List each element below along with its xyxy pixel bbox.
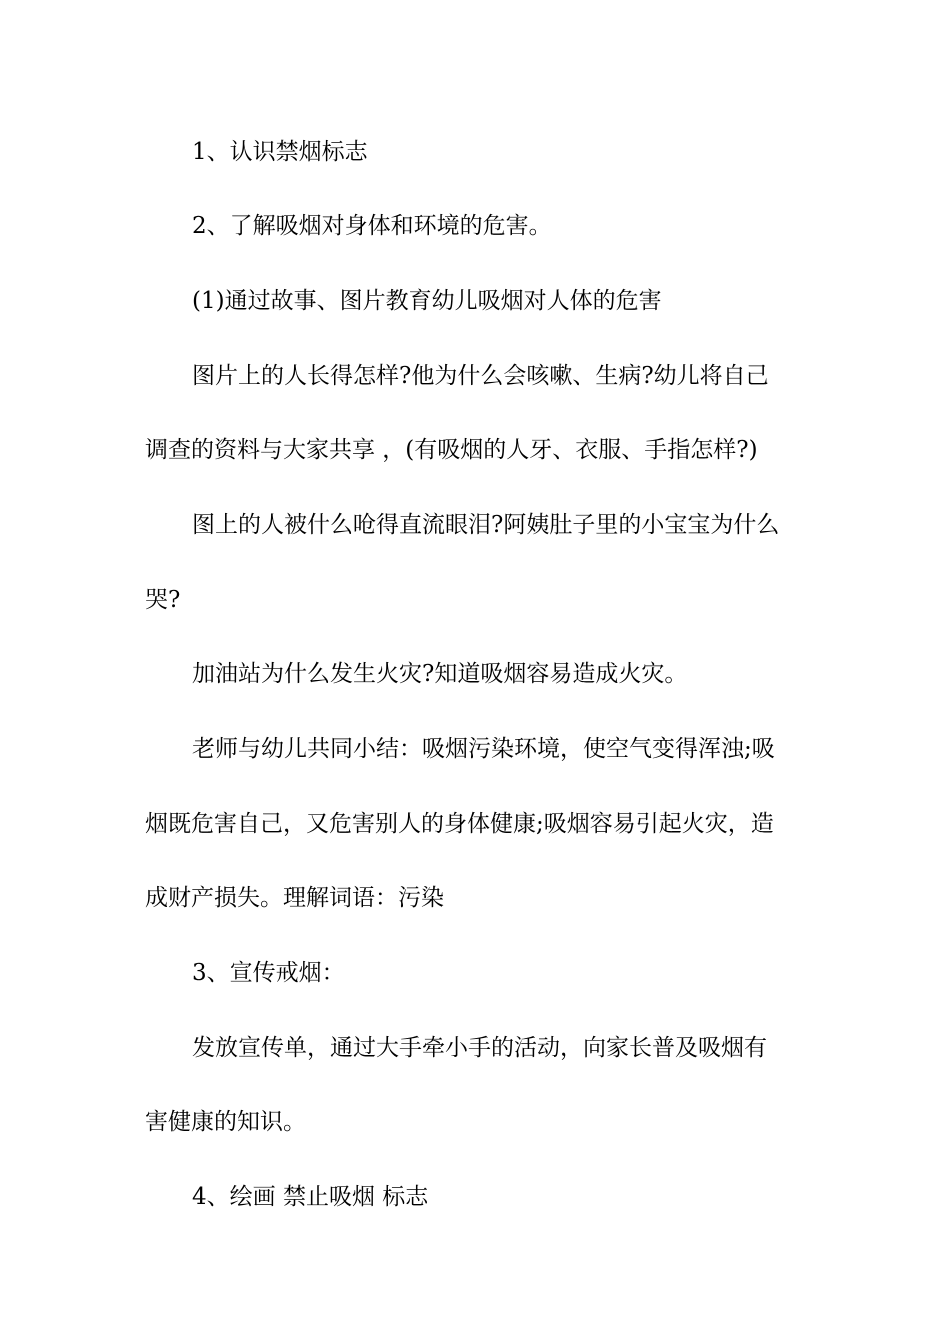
- item-4-heading: 4、绘画 禁止吸烟 标志: [192, 1184, 429, 1210]
- paragraph-line: 老师与幼儿共同小结：吸烟污染环境，使空气变得浑浊;吸: [192, 736, 775, 762]
- paragraph-line: 哭?: [145, 587, 181, 613]
- paragraph-line: 成财产损失。理解词语：污染: [145, 885, 444, 911]
- paragraph-line: 加油站为什么发生火灾?知道吸烟容易造成火灾。: [192, 661, 688, 687]
- item-3-heading: 3、宣传戒烟：: [192, 960, 345, 986]
- item-1-heading: 1、认识禁烟标志: [192, 139, 368, 165]
- paragraph-line: 发放宣传单，通过大手牵小手的活动，向家长普及吸烟有: [192, 1035, 767, 1061]
- item-2-heading: 2、了解吸烟对身体和环境的危害。: [192, 213, 552, 239]
- paragraph-line: 烟既危害自己，又危害别人的身体健康;吸烟容易引起火灾，造: [145, 811, 774, 837]
- paragraph-line: 图片上的人长得怎样?他为什么会咳嗽、生病?幼儿将自己: [192, 363, 769, 389]
- paragraph-line: 害健康的知识。: [145, 1109, 306, 1135]
- subitem-1-heading: (1)通过故事、图片教育幼儿吸烟对人体的危害: [192, 288, 662, 314]
- paragraph-line: 图上的人被什么呛得直流眼泪?阿姨肚子里的小宝宝为什么: [192, 512, 780, 538]
- paragraph-line: 调查的资料与大家共享 ，(有吸烟的人牙、衣服、手指怎样?): [145, 437, 758, 463]
